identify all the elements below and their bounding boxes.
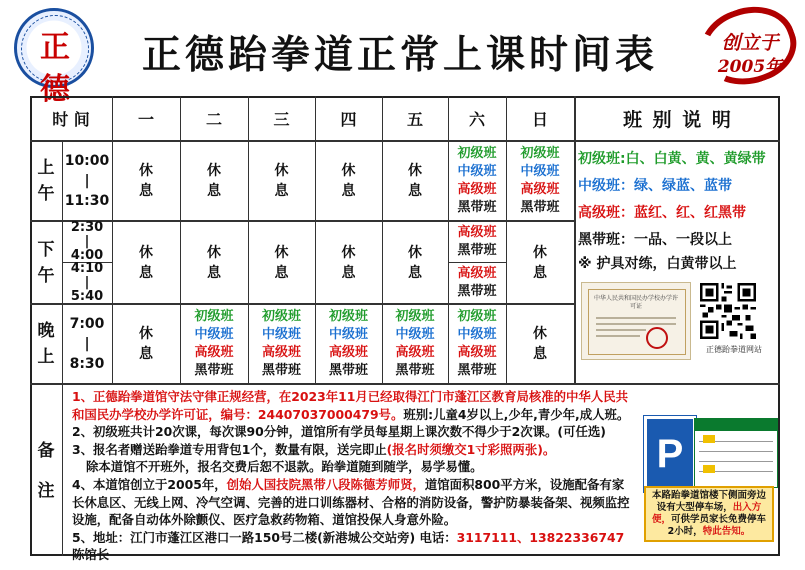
col-header-wed: 三 — [273, 109, 290, 129]
rest-char: 休 — [341, 244, 356, 261]
class-black: 黑带班 — [457, 243, 497, 258]
cell-rest — [506, 222, 574, 303]
period-notes-text: 备注 — [37, 440, 55, 501]
cert-line — [596, 317, 676, 319]
school-license-certificate — [581, 282, 691, 360]
rest-char: 休 — [533, 244, 547, 261]
qr-code[interactable] — [700, 283, 756, 339]
note-5-contact: 陈馆长 — [72, 547, 110, 563]
parking-note — [644, 486, 774, 542]
cell-classes — [180, 305, 248, 383]
note-1 — [72, 388, 632, 423]
time-sep: | — [84, 234, 90, 249]
cell-classes — [448, 142, 506, 220]
time-morning — [62, 142, 112, 220]
note-3-refund: 除本道馆不开班外，报名交费后恕不退款。跆拳道随到随学，易学易懂。 — [86, 459, 483, 475]
parking-note-c: 可供学员家长免费停车2小时， — [667, 514, 767, 537]
rest-char: 休 — [533, 326, 547, 342]
class-advanced: 高级班 — [457, 345, 497, 360]
rest-char: 息 — [274, 183, 289, 199]
rest-char: 息 — [139, 264, 153, 281]
col-header-sat: 六 — [468, 109, 485, 129]
class-intermediate: 中级班 — [457, 164, 497, 179]
board-mark — [703, 465, 715, 473]
cell-classes — [506, 142, 574, 220]
rest-char: 息 — [341, 264, 356, 281]
col-header-fri: 五 — [406, 109, 423, 129]
time-sep: | — [84, 173, 90, 189]
cell-classes — [448, 263, 506, 303]
rest-char: 休 — [274, 244, 289, 261]
rest-char: 休 — [207, 163, 221, 179]
cell-classes — [315, 305, 382, 383]
parking-info — [644, 416, 779, 553]
time-start: 10:00 — [64, 153, 110, 169]
class-beginner: 初级班 — [395, 309, 435, 324]
rest-char: 休 — [139, 326, 153, 342]
time-sep: | — [84, 336, 90, 352]
notes-section — [72, 388, 632, 564]
board-mark — [703, 435, 715, 443]
time-end: 11:30 — [64, 193, 110, 209]
class-black: 黑带班 — [457, 284, 497, 299]
legend-beginner: 初级班:白、白黄、黄、黄绿带 — [578, 151, 766, 167]
class-intermediate: 中级班 — [457, 327, 497, 342]
col-header-sun: 日 — [531, 109, 548, 129]
cell-rest — [180, 222, 248, 303]
class-beginner: 初级班 — [261, 309, 301, 324]
board-row — [699, 461, 773, 462]
col-header-legend: 班 别 说 明 — [623, 108, 733, 131]
cell-classes — [448, 305, 506, 383]
class-advanced: 高级班 — [520, 182, 560, 197]
period-morning — [30, 142, 62, 220]
period-afternoon — [30, 222, 62, 303]
rest-char: 息 — [408, 183, 422, 199]
class-black: 黑带班 — [395, 363, 435, 378]
rest-char: 休 — [274, 163, 289, 179]
class-intermediate: 中级班 — [194, 327, 234, 342]
cell-classes — [448, 222, 506, 262]
time-end: 4:00 — [70, 248, 104, 263]
note-1-classes: 班别:儿童4岁以上,少年,青少年,成人班。 — [403, 406, 630, 422]
period-afternoon-text: 下午 — [37, 239, 55, 286]
parking-note-b: 出入方便， — [651, 502, 762, 525]
cell-rest — [315, 142, 382, 220]
time-start: 4:10 — [70, 261, 104, 276]
period-morning-text: 上午 — [37, 158, 55, 204]
founded-stamp — [700, 6, 798, 86]
class-black: 黑带班 — [328, 363, 368, 378]
class-advanced: 高级班 — [194, 345, 234, 360]
legend-black: 黑带班：一品、一段以上 — [578, 232, 732, 248]
class-intermediate: 中级班 — [328, 327, 368, 342]
rest-char: 息 — [533, 264, 547, 281]
class-beginner: 初级班 — [328, 309, 368, 324]
col-divider — [62, 383, 63, 556]
rest-char: 息 — [533, 346, 547, 362]
stamp-line1: 创立于 — [721, 32, 779, 54]
time-start: 2:30 — [70, 220, 104, 235]
qr-caption: 正德跆拳道网站 — [706, 345, 762, 354]
cell-rest — [112, 142, 180, 220]
cell-rest — [382, 142, 448, 220]
class-advanced: 高级班 — [457, 266, 497, 281]
rest-char: 息 — [207, 183, 221, 199]
header — [0, 0, 805, 107]
parking-fee-board — [694, 418, 778, 488]
class-legend — [578, 148, 778, 275]
cell-rest — [315, 222, 382, 303]
board-header — [695, 419, 777, 431]
time-end: 5:40 — [70, 289, 104, 304]
col-header-mon: 一 — [137, 109, 154, 129]
note-4-founder: 创始人国技院黑带八段陈德芳师贤， — [226, 476, 425, 492]
period-evening — [30, 305, 62, 383]
cert-title: 中华人民共和国民办学校办学许可证 — [593, 295, 678, 310]
legend-advanced: 高级班：蓝红、红、红黑带 — [578, 205, 746, 221]
legend-gear: ※ 护具对练，白黄带以上 — [578, 256, 737, 272]
rest-char: 息 — [139, 346, 153, 362]
class-black: 黑带班 — [261, 363, 301, 378]
class-advanced: 高级班 — [261, 345, 301, 360]
time-end: 8:30 — [69, 356, 105, 372]
time-start: 7:00 — [69, 316, 105, 332]
time-afternoon-1 — [62, 222, 112, 262]
cell-rest — [382, 222, 448, 303]
cell-rest — [248, 142, 315, 220]
rest-char: 休 — [408, 244, 422, 261]
cell-rest — [112, 222, 180, 303]
note-5-address: 5、地址：江门市蓬江区港口一路150号二楼(新港城公交站旁) 电话： — [72, 529, 457, 545]
class-black: 黑带班 — [194, 363, 234, 378]
col-header-tue: 二 — [205, 109, 222, 129]
class-intermediate: 中级班 — [395, 327, 435, 342]
class-advanced: 高级班 — [328, 345, 368, 360]
rest-char: 休 — [139, 244, 153, 261]
cert-seal — [646, 327, 668, 349]
class-black: 黑带班 — [457, 363, 497, 378]
class-advanced: 高级班 — [457, 182, 497, 197]
time-sep: | — [84, 275, 90, 290]
note-3 — [72, 441, 632, 459]
note-4 — [72, 476, 632, 529]
cell-rest — [112, 305, 180, 383]
rest-char: 息 — [408, 264, 422, 281]
class-beginner: 初级班 — [194, 309, 234, 324]
cert-line — [596, 323, 676, 325]
time-evening — [62, 305, 112, 383]
cell-rest — [180, 142, 248, 220]
logo-mark: 正德 — [40, 30, 70, 107]
cell-classes — [382, 305, 448, 383]
class-advanced: 高级班 — [457, 225, 497, 240]
row-divider — [30, 383, 780, 385]
rest-char: 休 — [341, 163, 356, 179]
rest-char: 休 — [139, 163, 153, 179]
note-5 — [72, 529, 632, 564]
cert-line — [596, 335, 640, 337]
class-black: 黑带班 — [457, 200, 497, 215]
note-2: 2、初级班共计20次课，每次课90分钟，道馆所有学员每星期上课次数不得少于2次课。(可任选) — [72, 424, 606, 440]
class-beginner: 初级班 — [457, 309, 497, 324]
rest-char: 息 — [274, 264, 289, 281]
cell-rest — [506, 305, 574, 383]
rest-char: 息 — [341, 183, 356, 199]
class-advanced: 高级班 — [395, 345, 435, 360]
note-4-facilities: 道馆面积800平方米，设施配备有家长休息区、无线上网、冷气空调、完善的进口训练器材、合格的消防设备，警护防暴装备架、视频监控设施，配备自动体外除颤仪、医疗急救药物箱、道馆投保人身意外险。 — [72, 476, 630, 528]
note-1-license: 1、正德跆拳道馆守法守律正规经营，在2023年11月已经取得江门市蓬江区教育局核准的中华人民共和国民办学校办学许可证，编号：24407037000479号。 — [72, 389, 628, 422]
class-black: 黑带班 — [520, 200, 560, 215]
class-beginner: 初级班 — [457, 146, 497, 161]
parking-note-d: 特此告知。 — [702, 526, 751, 537]
rest-char: 息 — [139, 183, 153, 199]
cert-line — [596, 329, 646, 331]
parking-note-a: 本路跆拳道馆楼下侧面旁边设有大型停车场， — [651, 490, 766, 513]
time-afternoon-2 — [62, 263, 112, 303]
cell-rest — [248, 222, 315, 303]
rest-char: 息 — [207, 264, 221, 281]
note-3-gift: 3、报名者赠送跆拳道专用背包1个，数量有限，送完即止 — [72, 441, 387, 457]
note-4-founded: 4、本道馆创立于2005年， — [72, 476, 227, 492]
note-5-phone: 3117111、13822336747 — [456, 529, 625, 545]
class-beginner: 初级班 — [520, 146, 560, 161]
period-notes — [30, 385, 62, 556]
period-evening-text: 晚上 — [37, 321, 55, 367]
cell-classes — [248, 305, 315, 383]
class-intermediate: 中级班 — [520, 164, 560, 179]
board-row — [699, 451, 773, 452]
rest-char: 休 — [408, 163, 422, 179]
club-logo — [14, 8, 94, 107]
class-intermediate: 中级班 — [261, 327, 301, 342]
rest-char: 休 — [207, 244, 221, 261]
note-3-photo: (报名时须缴交1寸彩照两张)。 — [386, 441, 556, 457]
parking-sign-icon: P — [644, 416, 696, 492]
legend-intermediate: 中级班：绿、绿蓝、蓝带 — [578, 178, 732, 194]
col-header-time: 时 间 — [52, 109, 90, 129]
col-header-thu: 四 — [340, 109, 357, 129]
page-title: 正德跆拳道正常上课时间表 — [141, 33, 658, 78]
stamp-line2: 2005年 — [717, 57, 783, 77]
